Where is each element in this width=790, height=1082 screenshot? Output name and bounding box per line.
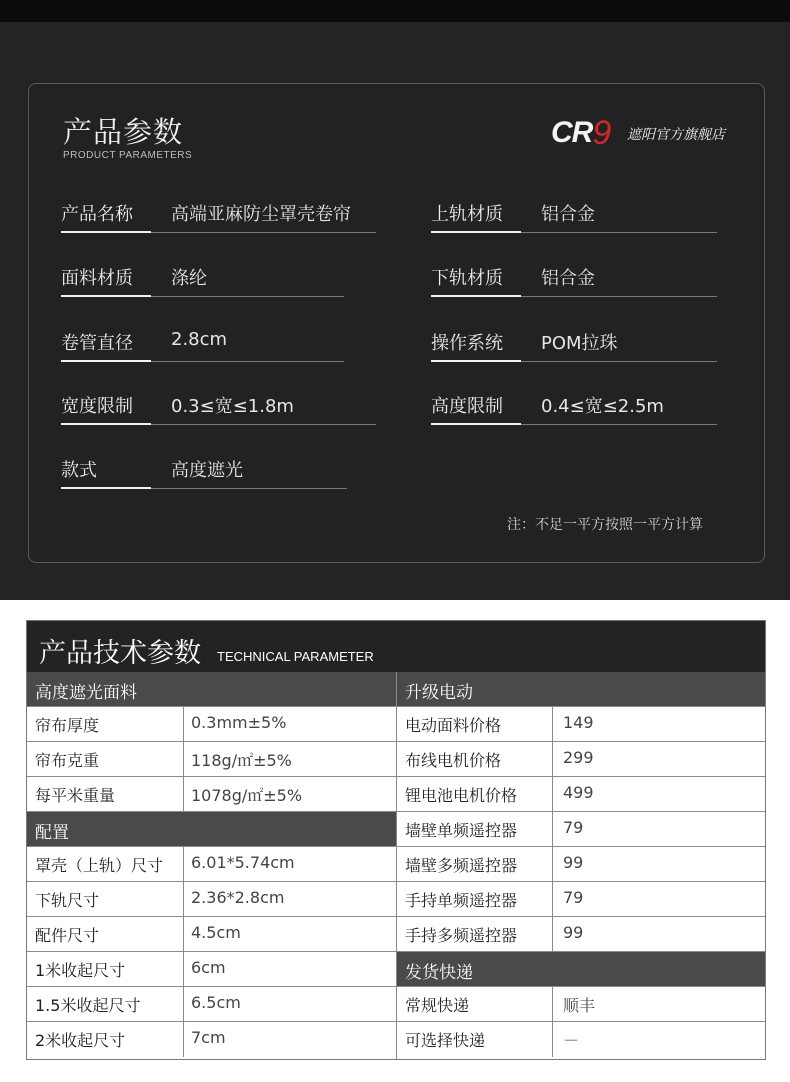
row-label: 1米收起尺寸	[35, 961, 126, 980]
table-row	[397, 1022, 765, 1057]
row-value: 0.3mm±5%	[191, 713, 287, 732]
spec-value: 0.4≤宽≤2.5m	[541, 396, 664, 417]
row-value: 1078g/㎡±5%	[191, 786, 303, 805]
top-bar	[0, 0, 790, 22]
row-label: 布线电机价格	[405, 751, 502, 770]
section-header-shipping	[397, 952, 765, 987]
row-label: 帘布厚度	[35, 716, 100, 735]
row-value: 149	[563, 713, 594, 732]
cell-divider	[552, 1022, 553, 1057]
row-label: 配件尺寸	[35, 926, 100, 945]
spec-label: 上轨材质	[431, 204, 503, 225]
row-value: 99	[563, 923, 584, 942]
spec-underline	[61, 295, 151, 297]
row-label: 手持多频遥控器	[405, 926, 518, 945]
spec-label: 卷管直径	[61, 333, 133, 354]
panel-title: 产品参数	[63, 115, 184, 149]
spec-underline	[61, 423, 151, 425]
cell-divider	[552, 707, 553, 741]
table-header	[27, 621, 765, 672]
row-value: 79	[563, 818, 584, 837]
spec-underline	[431, 423, 521, 425]
row-value: 6.5cm	[191, 993, 241, 1012]
spec-underline	[521, 361, 717, 362]
table-row	[27, 882, 396, 917]
spec-underline	[61, 231, 151, 233]
cell-divider	[552, 777, 553, 811]
spec-underline	[431, 295, 521, 297]
spec-label: 面料材质	[61, 268, 133, 289]
section-title: 高度遮光面料	[35, 683, 137, 703]
cell-divider	[552, 847, 553, 881]
spec-value: 高端亚麻防尘罩壳卷帘	[171, 204, 351, 225]
spec-underline	[151, 232, 376, 233]
row-label: 帘布克重	[35, 751, 100, 770]
row-label: 罩壳（上轨）尺寸	[35, 856, 164, 875]
spec-value: 铝合金	[541, 204, 595, 225]
row-value: 99	[563, 853, 584, 872]
table-row	[397, 742, 765, 777]
panel-subtitle: PRODUCT PARAMETERS	[63, 150, 193, 161]
spec-underline	[151, 488, 347, 489]
spec-label: 款式	[61, 460, 97, 481]
table-row	[27, 777, 396, 812]
spec-label: 操作系统	[431, 333, 503, 354]
cell-divider	[183, 1022, 184, 1057]
cell-divider	[552, 882, 553, 916]
table-row	[397, 987, 765, 1022]
brand-logo-cr: CR	[551, 116, 593, 149]
brand-logo-mark	[551, 112, 610, 151]
section-header-configuration	[27, 812, 396, 847]
cell-divider	[183, 847, 184, 881]
section-header-fabric	[27, 672, 396, 707]
brand-store-name: 遮阳官方旗舰店	[627, 127, 725, 143]
row-value: 2.36*2.8cm	[191, 888, 285, 907]
spec-underline	[521, 424, 717, 425]
parameters-panel	[28, 83, 765, 563]
table-row	[27, 707, 396, 742]
cell-divider	[183, 952, 184, 986]
spec-value: POM拉珠	[541, 333, 618, 354]
cell-divider	[183, 917, 184, 951]
cell-divider	[183, 777, 184, 811]
row-label: 墙壁单频遥控器	[405, 821, 518, 840]
row-label: 锂电池电机价格	[405, 786, 518, 805]
table-row	[397, 917, 765, 952]
section-header-motorized-upgrade	[397, 672, 765, 707]
table-row	[397, 777, 765, 812]
table-title: 产品技术参数	[39, 638, 201, 669]
spec-underline	[61, 360, 151, 362]
row-value: 118g/㎡±5%	[191, 751, 292, 770]
table-row	[397, 847, 765, 882]
spec-label: 宽度限制	[61, 396, 133, 417]
spec-underline	[521, 296, 717, 297]
row-value: 6cm	[191, 958, 226, 977]
cell-divider	[552, 812, 553, 846]
cell-divider	[183, 987, 184, 1021]
spec-value: 0.3≤宽≤1.8m	[171, 396, 294, 417]
spec-label: 下轨材质	[431, 268, 503, 289]
table-title-english: TECHNICAL PARAMETER	[217, 649, 374, 664]
row-label: 1.5米收起尺寸	[35, 996, 141, 1015]
section-title: 升级电动	[405, 683, 473, 703]
spec-underline	[431, 231, 521, 233]
row-value: 6.01*5.74cm	[191, 853, 295, 872]
spec-value: 涤纶	[171, 268, 207, 289]
row-label: 下轨尺寸	[35, 891, 100, 910]
row-label: 电动面料价格	[405, 716, 502, 735]
row-label: 2米收起尺寸	[35, 1031, 126, 1050]
spec-label: 产品名称	[61, 204, 133, 225]
row-value: 499	[563, 783, 594, 802]
spec-underline	[521, 232, 717, 233]
spec-underline	[151, 361, 344, 362]
row-label: 手持单频遥控器	[405, 891, 518, 910]
table-row	[27, 742, 396, 777]
table-row	[397, 812, 765, 847]
spec-label: 高度限制	[431, 396, 503, 417]
table-row	[27, 952, 396, 987]
cell-divider	[552, 987, 553, 1021]
brand-logo-nine: 9	[592, 114, 611, 152]
spec-value: 铝合金	[541, 268, 595, 289]
technical-parameter-table	[26, 620, 766, 1060]
section-title: 配置	[35, 823, 69, 843]
row-label: 每平米重量	[35, 786, 116, 805]
row-value: 顺丰	[563, 996, 596, 1015]
table-row	[27, 847, 396, 882]
cell-divider	[183, 742, 184, 776]
row-value: 7cm	[191, 1028, 226, 1047]
spec-underline	[151, 424, 376, 425]
cell-divider	[183, 882, 184, 916]
table-row	[27, 917, 396, 952]
section-title: 发货快递	[405, 963, 473, 983]
cell-divider	[183, 707, 184, 741]
table-row	[27, 987, 396, 1022]
table-row	[397, 707, 765, 742]
cell-divider	[552, 742, 553, 776]
spec-underline	[431, 360, 521, 362]
spec-underline	[151, 296, 344, 297]
spec-value: 2.8cm	[171, 329, 228, 350]
cell-divider	[552, 917, 553, 951]
row-value: －	[563, 1031, 580, 1050]
table-row	[397, 882, 765, 917]
row-value: 299	[563, 748, 594, 767]
row-label: 常规快递	[405, 996, 470, 1015]
row-label: 可选择快递	[405, 1031, 486, 1050]
table-row	[27, 1022, 396, 1057]
spec-value: 高度遮光	[171, 460, 243, 481]
spec-underline	[61, 487, 151, 489]
row-value: 4.5cm	[191, 923, 241, 942]
row-label: 墙壁多频遥控器	[405, 856, 518, 875]
row-value: 79	[563, 888, 584, 907]
pricing-note: 注：不足一平方按照一平方计算	[507, 517, 703, 533]
